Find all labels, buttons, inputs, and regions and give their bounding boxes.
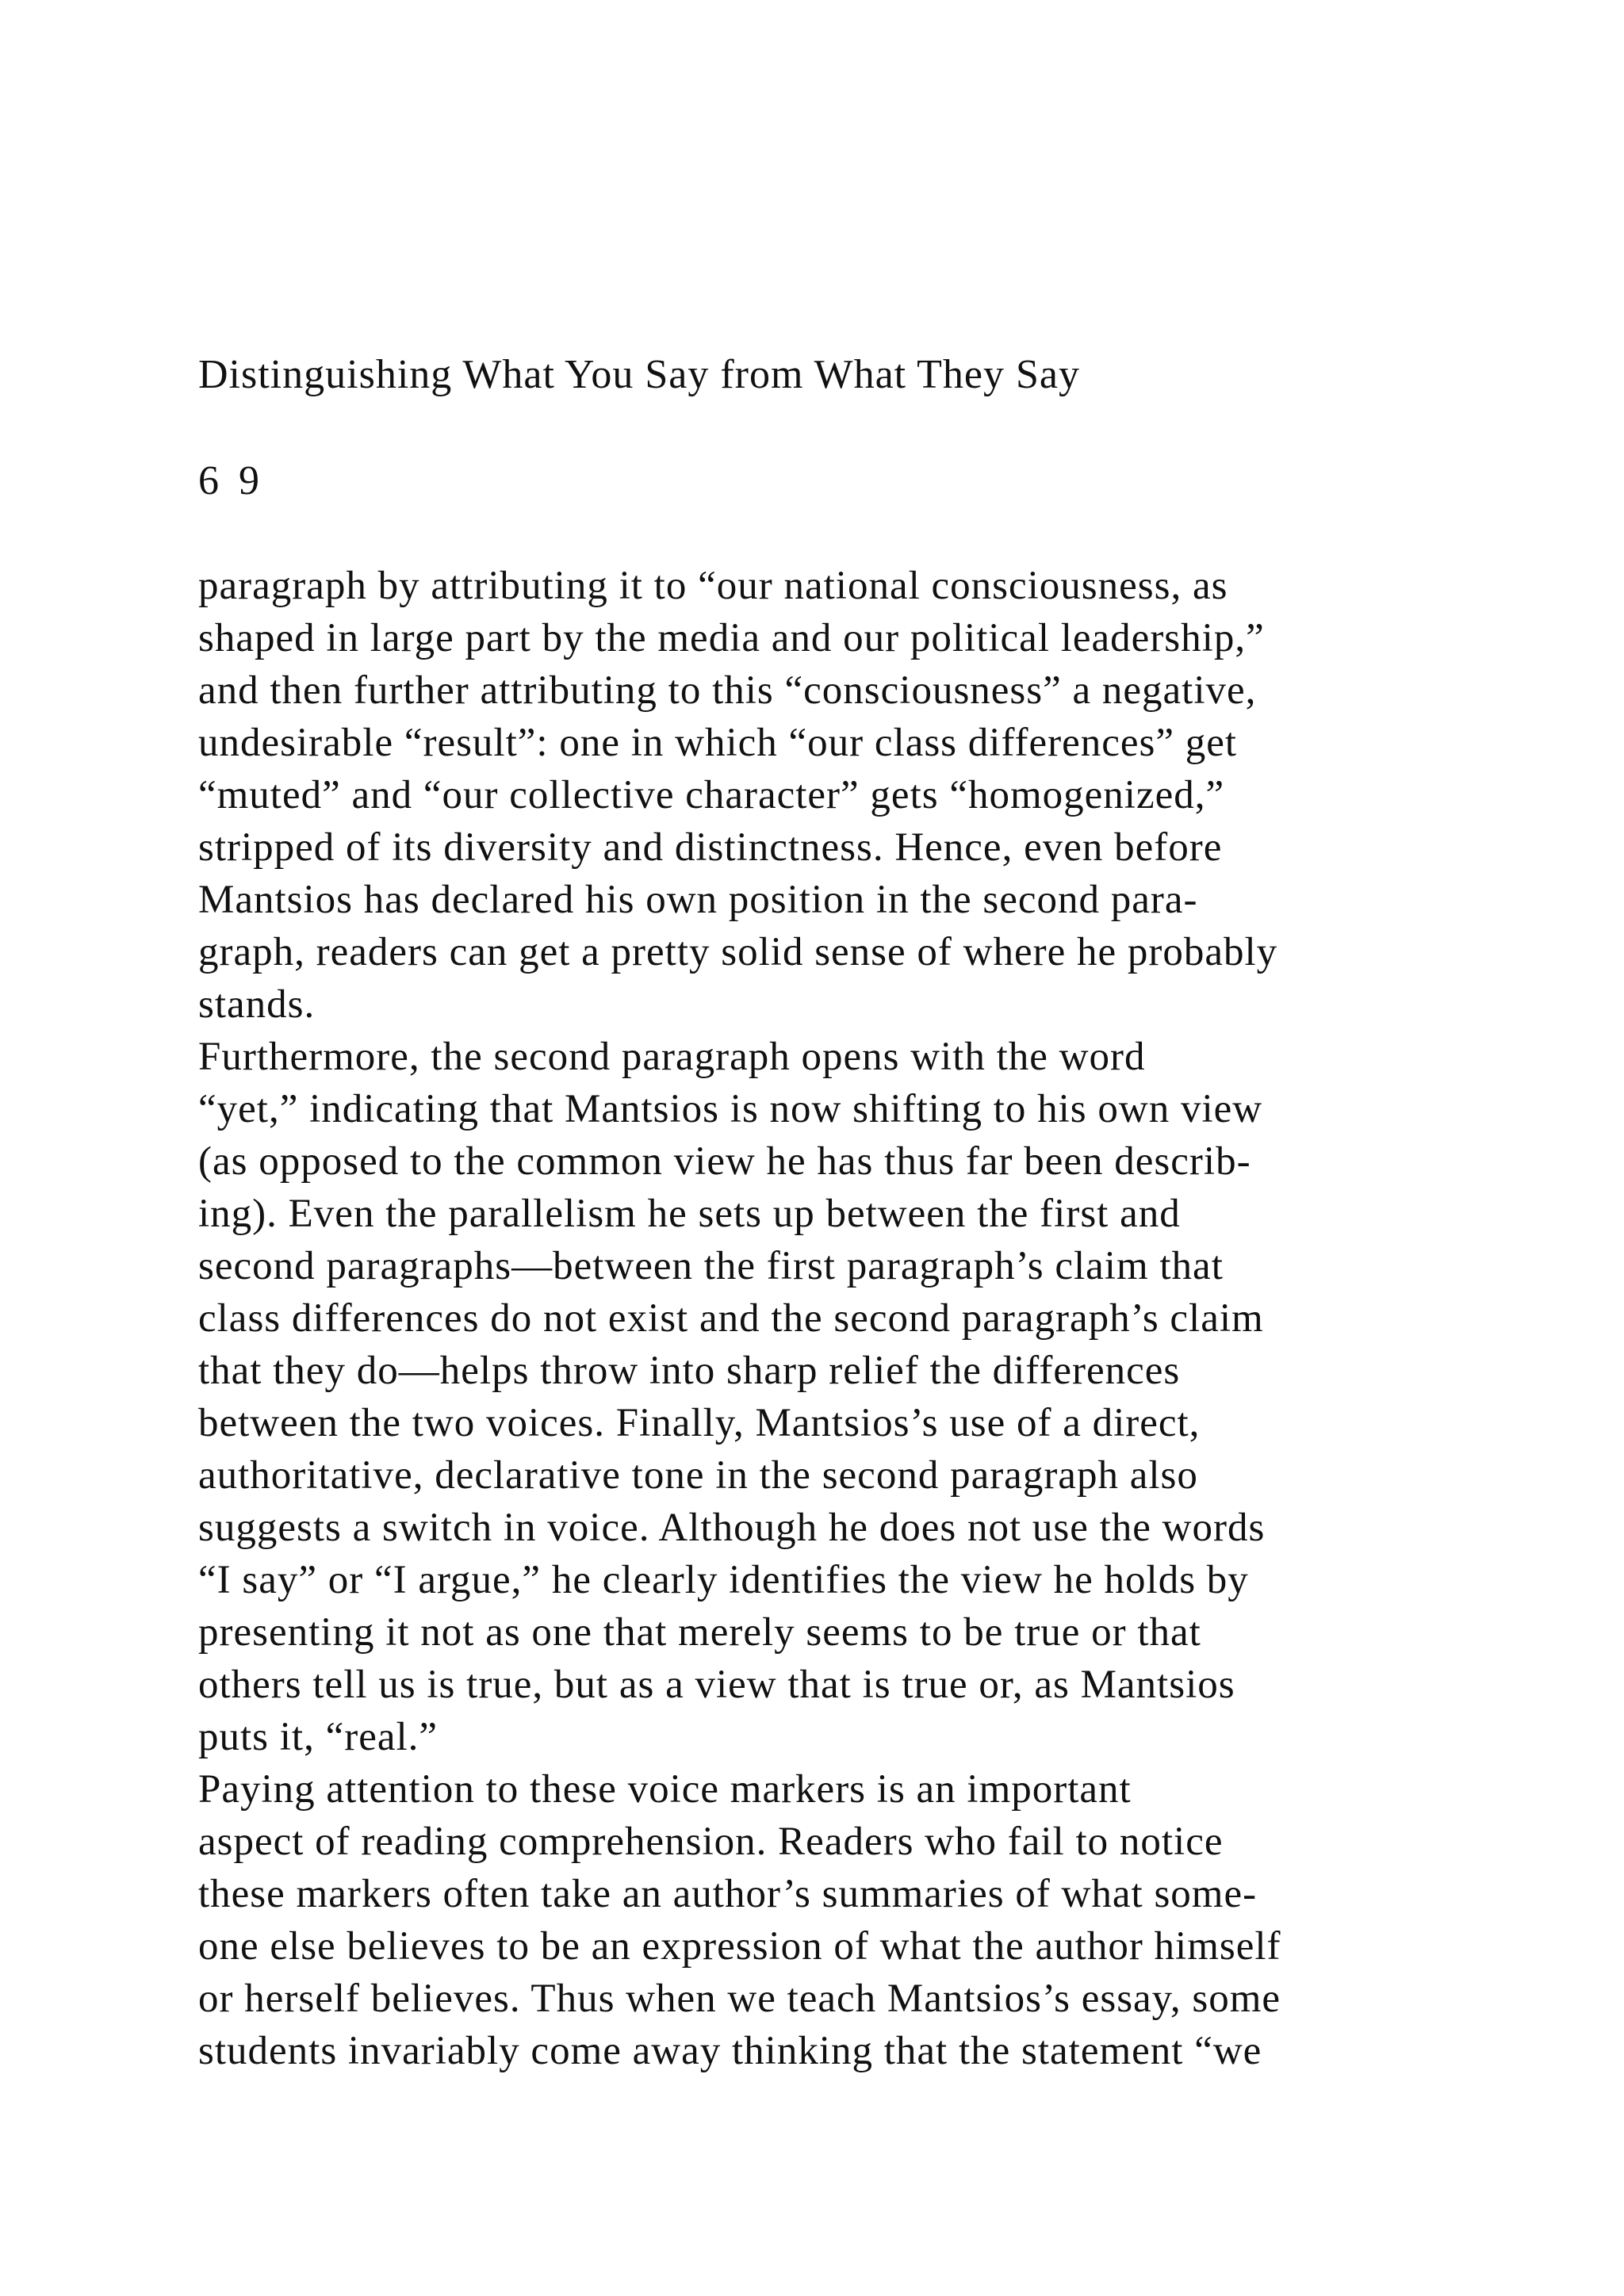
- text-line: Furthermore, the second paragraph opens with the word: [198, 1035, 1146, 1079]
- text-line: puts it, “real.”: [198, 1715, 439, 1759]
- text-line: ing). Even the parallelism he sets up between the first and: [198, 1192, 1181, 1236]
- text-line: between the two voices. Finally, Mantsios’s use of a direct,: [198, 1401, 1201, 1445]
- text-line: “yet,” indicating that Mantsios is now shifting to his own view: [198, 1087, 1263, 1131]
- body-text: [198, 560, 1435, 2077]
- text-line: “muted” and “our collective character” gets “homogenized,”: [198, 773, 1225, 817]
- text-line: “I say” or “I argue,” he clearly identifies the view he holds by: [198, 1558, 1249, 1602]
- text-line: Paying attention to these voice markers is an important: [198, 1767, 1132, 1812]
- text-line: suggests a switch in voice. Although he does not use the words: [198, 1506, 1266, 1550]
- text-line: class differences do not exist and the second paragraph’s claim: [198, 1296, 1264, 1341]
- text-line: and then further attributing to this “consciousness” a negative,: [198, 668, 1257, 713]
- text-line: (as opposed to the common view he has thus far been describ-: [198, 1139, 1251, 1184]
- text-line: undesirable “result”: one in which “our class differences” get: [198, 721, 1238, 765]
- text-line: students invariably come away thinking that the statement “we: [198, 2029, 1262, 2073]
- text-line: that they do—helps throw into sharp relief the differences: [198, 1349, 1181, 1393]
- text-line: stripped of its diversity and distinctness. Hence, even before: [198, 825, 1223, 870]
- text-line: aspect of reading comprehension. Readers who fail to notice: [198, 1820, 1224, 1864]
- text-line: stands.: [198, 982, 316, 1027]
- text-line: graph, readers can get a pretty solid sense of where he probably: [198, 930, 1278, 974]
- text-line: one else believes to be an expression of what the author himself: [198, 1924, 1281, 1969]
- text-line: or herself believes. Thus when we teach Mantsios’s essay, some: [198, 1976, 1281, 2021]
- text-line: Mantsios has declared his own position in the second para-: [198, 878, 1198, 922]
- text-line: these markers often take an author’s summaries of what some-: [198, 1872, 1258, 1916]
- text-line: presenting it not as one that merely seems to be true or that: [198, 1610, 1201, 1655]
- text-line: second paragraphs—between the first paragraph’s claim that: [198, 1244, 1224, 1288]
- text-line: others tell us is true, but as a view that is true or, as Mantsios: [198, 1663, 1235, 1707]
- text-line: shaped in large part by the media and our political leadership,”: [198, 616, 1265, 660]
- running-header-title: Distinguishing What You Say from What They Say: [198, 352, 1080, 397]
- page-number: 6 9: [198, 458, 264, 503]
- text-line: authoritative, declarative tone in the second paragraph also: [198, 1453, 1198, 1498]
- text-line: paragraph by attributing it to “our national consciousness, as: [198, 564, 1228, 608]
